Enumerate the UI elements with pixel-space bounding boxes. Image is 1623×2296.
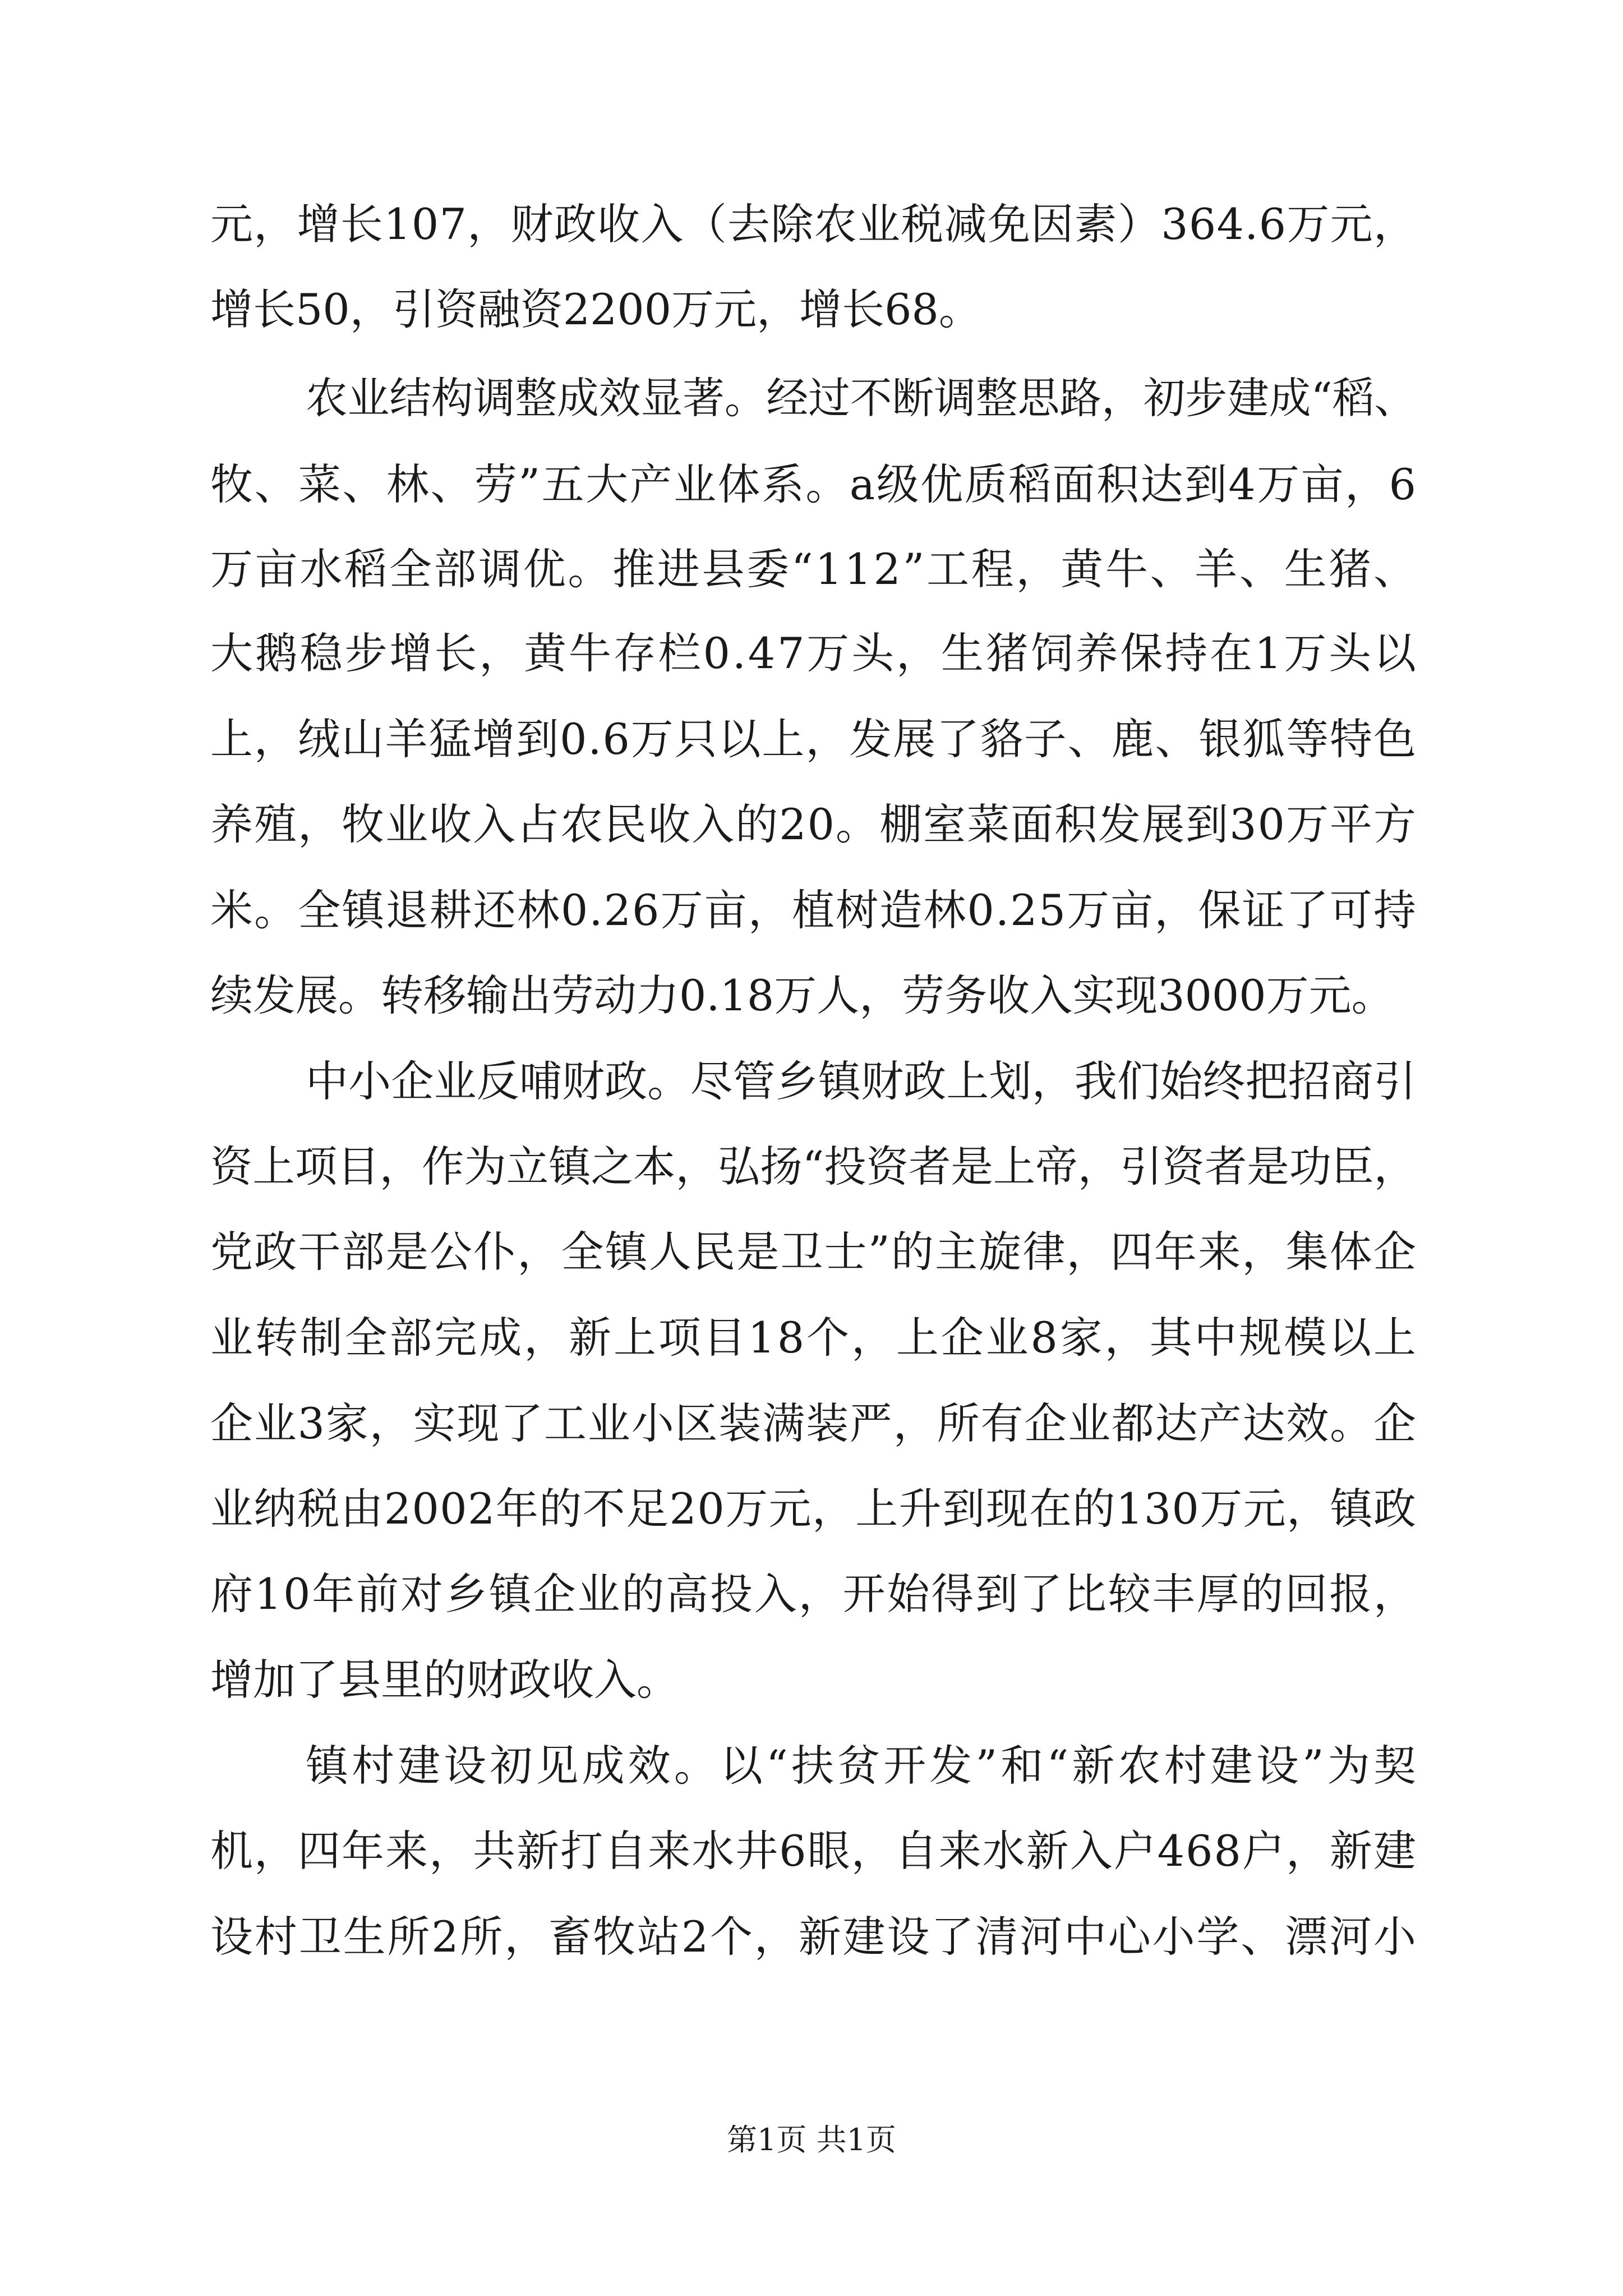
text-line: 企业3家，实现了工业小区装满装严，所有企业都达产达效。企 [210,1398,1417,1448]
text-line: 机，四年来，共新打自来水井6眼，自来水新入户468户，新建 [210,1826,1418,1876]
text-line: 万亩水稻全部调优。推进县委“112”工程，黄牛、羊、生猪、 [210,544,1418,594]
text-line: 业转制全部完成，新上项目18个，上企业8家，其中规模以上 [210,1313,1418,1363]
text-line: 养殖，牧业收入占农民收入的20。棚室菜面积发展到30万平方 [210,799,1418,849]
text-line: 大鹅稳步增长，黄牛存栏0.47万头，生猪饲养保持在1万头以 [210,628,1418,678]
text-line: 牧、菜、林、劳”五大产业体系。a级优质稻面积达到4万亩，6 [210,459,1418,509]
text-line: 续发展。转移输出劳动力0.18万人，劳务收入实现3000万元。 [210,970,1394,1020]
text-line: 元，增长107，财政收入（去除农业税减免因素）364.6万元， [210,199,1417,249]
text-line: 上，绒山羊猛增到0.6万只以上，发展了貉子、鹿、银狐等特色 [210,714,1417,764]
text-line: 党政干部是公仆，全镇人民是卫士”的主旋律，四年来，集体企 [210,1227,1418,1277]
paragraph-start-line: 中小企业反哺财政。尽管乡镇财政上划，我们始终把招商引 [306,1056,1417,1106]
paragraph-start-line: 镇村建设初见成效。以“扶贫开发”和“新农村建设”为契 [306,1741,1420,1791]
text-line: 设村卫生所2所，畜牧站2个，新建设了清河中心小学、漂河小 [210,1912,1418,1962]
text-line: 增长50，引资融资2200万元，增长68。 [210,284,981,334]
text-line: 府10年前对乡镇企业的高投入，开始得到了比较丰厚的回报， [210,1569,1418,1619]
text-line: 米。全镇退耕还林0.26万亩，植树造林0.25万亩，保证了可持 [210,885,1418,935]
text-line: 增加了县里的财政收入。 [210,1655,679,1705]
text-line: 资上项目，作为立镇之本，弘扬“投资者是上帝，引资者是功臣， [210,1142,1416,1191]
paragraph-start-line: 农业结构调整成效显著。经过不断调整思路，初步建成“稻、 [306,373,1416,423]
page-footer: 第1页 共1页 [727,2122,896,2157]
text-line: 业纳税由2002年的不足20万元，上升到现在的130万元，镇政 [210,1484,1417,1534]
